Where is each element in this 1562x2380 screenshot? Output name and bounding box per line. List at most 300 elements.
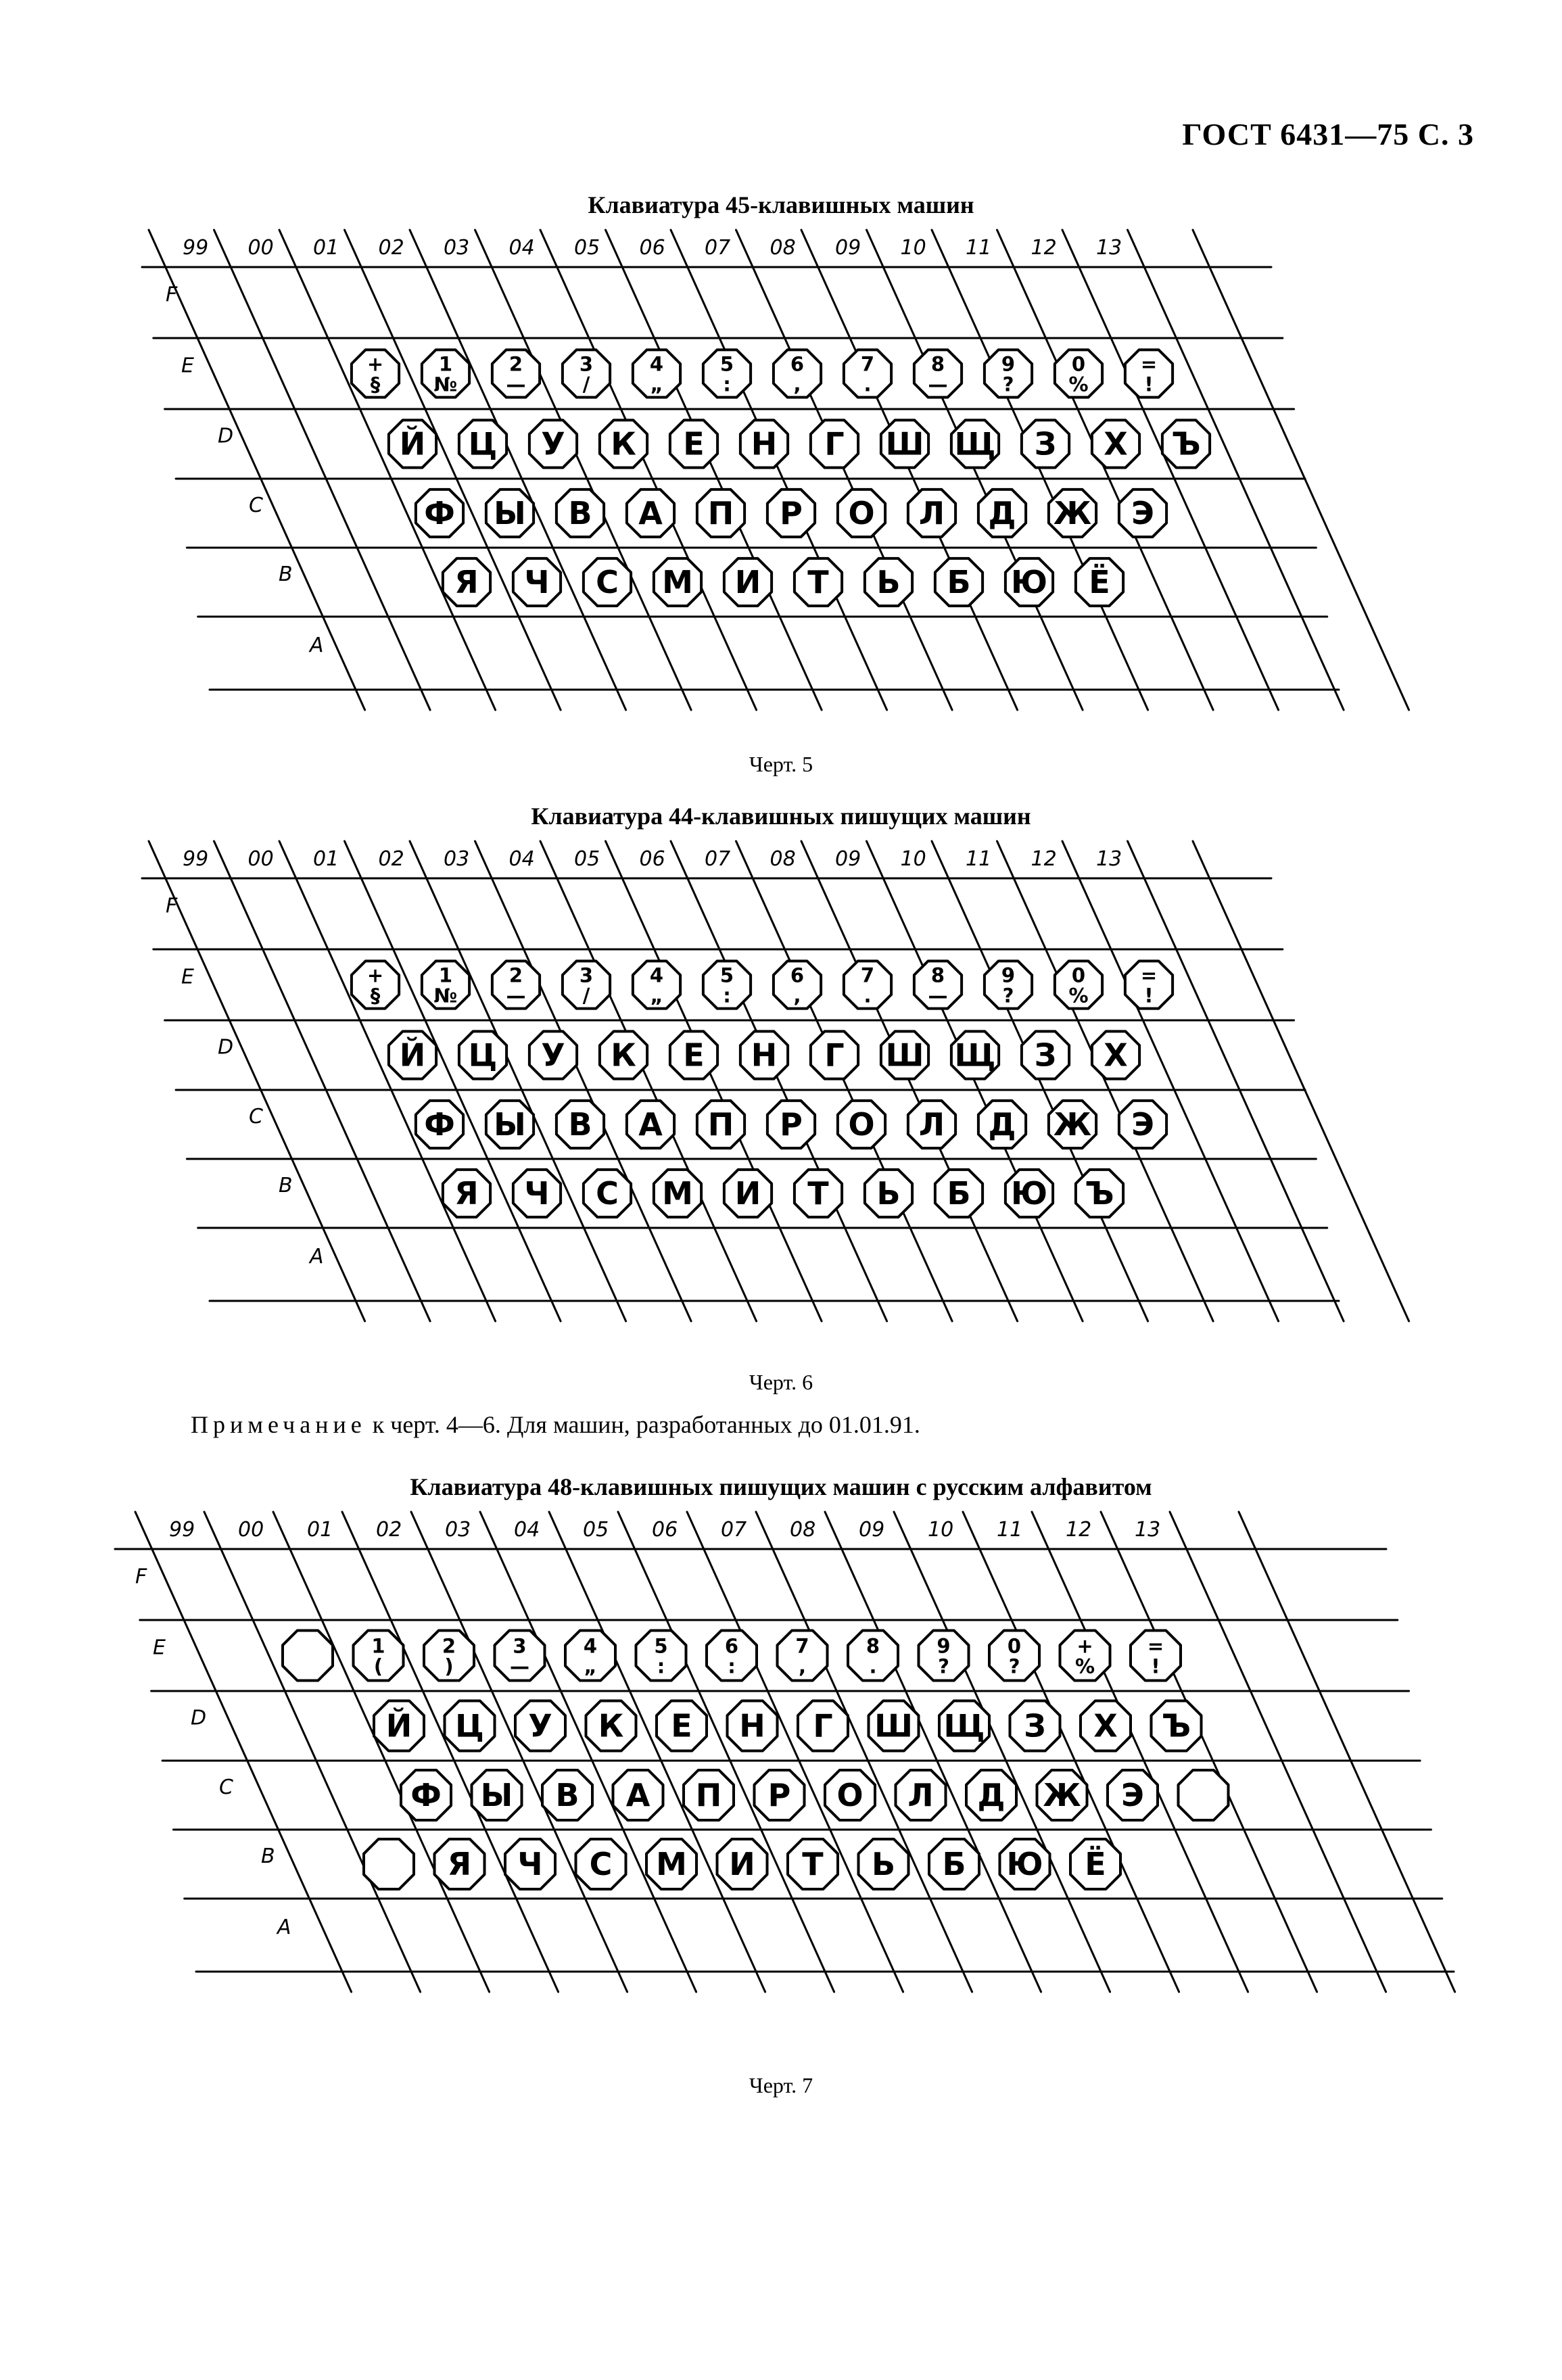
key — [914, 350, 962, 397]
key — [951, 420, 999, 467]
column-label: 99 — [183, 236, 209, 260]
key — [529, 1031, 577, 1078]
key — [352, 961, 399, 1008]
column-label: 09 — [835, 236, 861, 260]
key-label: К — [611, 425, 636, 462]
key — [908, 490, 955, 537]
grid-column-line — [997, 230, 1214, 710]
key-label: И — [729, 1846, 755, 1882]
key — [627, 1101, 674, 1148]
key — [472, 1770, 522, 1820]
key-outline — [1179, 1770, 1229, 1820]
column-label: 10 — [900, 847, 926, 871]
key — [707, 1631, 757, 1681]
key-label: Ю — [1011, 1175, 1047, 1212]
key — [636, 1631, 686, 1681]
key-label: Ш — [874, 1707, 913, 1744]
grid-column-line — [671, 841, 887, 1321]
key — [670, 1031, 717, 1078]
key-label: Ь — [871, 1846, 896, 1882]
key — [633, 961, 680, 1008]
key-label: Ъ — [1085, 1175, 1114, 1212]
key-label: Д — [988, 495, 1016, 531]
key — [1049, 1101, 1096, 1148]
key — [703, 350, 751, 397]
column-label: 99 — [183, 847, 209, 871]
key — [600, 1031, 647, 1078]
key-lower-label: № — [433, 984, 458, 1007]
column-label: 10 — [928, 1518, 954, 1542]
key — [865, 558, 912, 606]
key — [1005, 1170, 1053, 1217]
column-label: 05 — [574, 847, 600, 871]
key-label: Д — [988, 1106, 1016, 1143]
key — [495, 1631, 545, 1681]
column-label: 02 — [376, 1518, 402, 1542]
note-text: к черт. 4—6. Для машин, разработанных до 01.01.91. — [366, 1411, 920, 1438]
key — [1119, 1101, 1166, 1148]
key-label: Х — [1104, 425, 1128, 462]
key-lower-label: ! — [1144, 984, 1154, 1007]
key-label: Э — [1131, 495, 1154, 531]
column-label: 04 — [508, 236, 535, 260]
key-upper-label: 7 — [795, 1634, 809, 1658]
column-label: 01 — [313, 847, 339, 871]
key — [697, 490, 744, 537]
key — [1022, 1031, 1069, 1078]
key-label: Ы — [494, 495, 526, 531]
key — [633, 350, 680, 397]
key-lower-label: ! — [1144, 373, 1154, 396]
key-label: Э — [1131, 1106, 1154, 1143]
row-label-a: A — [310, 634, 324, 657]
column-label: 11 — [966, 236, 992, 260]
key — [795, 558, 842, 606]
key — [869, 1701, 919, 1751]
keyboard-1-caption: Черт. 5 — [749, 752, 813, 776]
key-lower-label: „ — [584, 1655, 597, 1678]
key — [422, 350, 469, 397]
key-lower-label: № — [433, 373, 458, 396]
key-label: Я — [454, 564, 479, 600]
grid-column-line — [345, 841, 561, 1321]
column-label: 06 — [639, 236, 665, 260]
column-label: 11 — [997, 1518, 1023, 1542]
row-label-b: B — [279, 563, 293, 586]
key-label: Щ — [954, 1037, 996, 1074]
column-label: 00 — [247, 847, 274, 871]
key-upper-label: 8 — [866, 1634, 880, 1658]
key — [654, 1170, 701, 1217]
key-label: Ж — [1053, 1106, 1092, 1143]
key — [1125, 350, 1173, 397]
key-lower-label: ? — [938, 1655, 949, 1678]
key-label: Ь — [876, 564, 901, 600]
key-label: М — [656, 1846, 687, 1882]
key — [778, 1631, 828, 1681]
grid-column-line — [410, 230, 626, 710]
column-label: 11 — [966, 847, 992, 871]
row-label-d: D — [218, 424, 234, 448]
key — [684, 1770, 734, 1820]
key — [424, 1631, 474, 1681]
key — [939, 1701, 989, 1751]
key-label: И — [734, 564, 761, 600]
key-label: Б — [947, 1175, 971, 1212]
key — [740, 420, 788, 467]
grid-column-line — [997, 841, 1214, 1321]
row-label-a: A — [310, 1245, 324, 1268]
key-label: Ч — [524, 1175, 550, 1212]
key-label: Р — [780, 1106, 803, 1143]
key — [1022, 420, 1069, 467]
key — [529, 420, 577, 467]
key — [929, 1839, 979, 1889]
row-label-b: B — [279, 1174, 293, 1197]
key-label: М — [662, 564, 693, 600]
key-label: К — [611, 1037, 636, 1074]
column-label: 02 — [378, 847, 404, 871]
key — [978, 1101, 1026, 1148]
key — [717, 1839, 767, 1889]
key-label: Ч — [524, 564, 550, 600]
key — [352, 350, 399, 397]
key — [1055, 961, 1102, 1008]
key — [774, 961, 821, 1008]
column-label: 06 — [639, 847, 665, 871]
key-upper-label: = — [1140, 963, 1158, 987]
key-outline — [283, 1631, 333, 1681]
key — [515, 1701, 565, 1751]
row-label-d: D — [191, 1706, 207, 1730]
grid-column-line — [606, 230, 822, 710]
key-label: У — [541, 425, 565, 462]
key-lower-label: — — [506, 373, 526, 396]
key-upper-label: + — [1076, 1634, 1093, 1658]
key — [844, 961, 891, 1008]
grid-column-line — [825, 1512, 1041, 1992]
key — [1131, 1631, 1181, 1681]
key — [354, 1631, 404, 1681]
key — [908, 1101, 955, 1148]
grid-column-line — [801, 230, 1018, 710]
key — [584, 1170, 631, 1217]
key-label: Ц — [468, 425, 498, 462]
key — [1076, 1170, 1123, 1217]
column-label: 04 — [514, 1518, 540, 1542]
key — [422, 961, 469, 1008]
grid-column-line — [540, 841, 757, 1321]
key-lower-label: ( — [373, 1655, 383, 1678]
row-label-b: B — [261, 1844, 275, 1868]
grid-column-line — [963, 1512, 1179, 1992]
column-label: 10 — [900, 236, 926, 260]
key-label: Ч — [517, 1846, 543, 1882]
key — [914, 961, 962, 1008]
key-lower-label: / — [582, 373, 590, 396]
keyboard-45-diagram — [0, 230, 1562, 744]
grid-column-line — [932, 841, 1148, 1321]
key-label: Б — [947, 564, 971, 600]
row-label-c: C — [219, 1776, 233, 1799]
key-upper-label: 5 — [654, 1634, 668, 1658]
row-label-e: E — [181, 354, 194, 378]
key — [966, 1770, 1016, 1820]
key-lower-label: . — [869, 1655, 877, 1678]
key — [774, 350, 821, 397]
column-label: 01 — [313, 236, 339, 260]
grid-column-line — [671, 230, 887, 710]
note — [191, 1410, 920, 1439]
key — [613, 1770, 663, 1820]
key-label: Ф — [424, 495, 455, 531]
key-label: Ц — [468, 1037, 498, 1074]
key — [1060, 1631, 1110, 1681]
grid-column-line — [273, 1512, 490, 1992]
grid-column-line — [1062, 841, 1279, 1321]
key — [416, 1101, 463, 1148]
key-upper-label: 6 — [790, 963, 805, 987]
grid-column-line — [801, 841, 1018, 1321]
key-label: Н — [751, 425, 778, 462]
key — [443, 558, 490, 606]
key-upper-label: 1 — [371, 1634, 385, 1658]
key-lower-label: — — [506, 984, 526, 1007]
key-lower-label: — — [928, 373, 948, 396]
key-label: Е — [683, 425, 705, 462]
key — [1000, 1839, 1050, 1889]
key — [1010, 1701, 1060, 1751]
key — [1152, 1701, 1202, 1751]
key-label: Ю — [1006, 1846, 1043, 1882]
key-label: Н — [751, 1037, 778, 1074]
key — [811, 1031, 858, 1078]
key-lower-label: ? — [1002, 984, 1014, 1007]
key-label: Ф — [424, 1106, 455, 1143]
key — [989, 1631, 1039, 1681]
key-lower-label: ) — [444, 1655, 454, 1678]
key — [542, 1770, 592, 1820]
key-lower-label: „ — [650, 984, 663, 1007]
key — [844, 350, 891, 397]
key — [1070, 1839, 1120, 1889]
grid-column-line — [1170, 1512, 1386, 1992]
grid-column-line — [867, 230, 1086, 710]
key-upper-label: 1 — [438, 963, 453, 987]
column-label: 05 — [583, 1518, 609, 1542]
key-label: Ц — [455, 1707, 484, 1744]
key-label: Д — [977, 1777, 1005, 1813]
key-label: В — [568, 1106, 592, 1143]
column-label: 12 — [1031, 236, 1057, 260]
keyboard-1-title: Клавиатура 45-клавишных машин — [588, 191, 974, 218]
key-lower-label: : — [728, 1655, 736, 1678]
grid-column-line — [149, 230, 365, 710]
key — [1125, 961, 1173, 1008]
key-lower-label: ? — [1008, 1655, 1020, 1678]
key-upper-label: 9 — [937, 1634, 951, 1658]
key — [654, 558, 701, 606]
grid-column-line — [1193, 841, 1409, 1321]
grid-column-line — [1128, 230, 1344, 710]
key-upper-label: 9 — [1001, 352, 1016, 376]
grid-column-line — [149, 841, 365, 1321]
key — [767, 1101, 815, 1148]
column-label: 00 — [247, 236, 274, 260]
key-upper-label: 4 — [649, 352, 664, 376]
key-label: Я — [454, 1175, 479, 1212]
key-lower-label: % — [1068, 984, 1089, 1007]
key — [401, 1770, 451, 1820]
grid-column-line — [1101, 1512, 1317, 1992]
key-upper-label: 3 — [579, 352, 594, 376]
key — [881, 420, 928, 467]
column-label: 06 — [652, 1518, 678, 1542]
key-label: Х — [1104, 1037, 1128, 1074]
key-label: Щ — [943, 1707, 985, 1744]
key-label: О — [848, 495, 875, 531]
key — [364, 1839, 414, 1889]
keyboard-44-diagram — [0, 841, 1562, 1355]
row-label-f: F — [135, 1565, 147, 1589]
key-upper-label: 7 — [860, 352, 875, 376]
key-label: С — [589, 1846, 613, 1882]
grid-column-line — [135, 1512, 352, 1992]
key — [798, 1701, 848, 1751]
key — [513, 1170, 561, 1217]
column-label: 07 — [705, 236, 731, 260]
key — [1092, 420, 1139, 467]
key — [1037, 1770, 1087, 1820]
key-label: А — [625, 1777, 650, 1813]
keyboard-3-caption: Черт. 7 — [749, 2073, 813, 2097]
key — [788, 1839, 838, 1889]
key-upper-label: 8 — [930, 963, 945, 987]
key-label: Ё — [1089, 564, 1110, 600]
key — [459, 420, 506, 467]
column-label: 09 — [835, 847, 861, 871]
key — [600, 420, 647, 467]
key-lower-label: % — [1068, 373, 1089, 396]
key — [881, 1031, 928, 1078]
key-lower-label: . — [863, 373, 872, 396]
key-label: Й — [385, 1707, 412, 1744]
key-label: Ш — [885, 425, 924, 462]
key — [728, 1701, 778, 1751]
key-lower-label: ! — [1151, 1655, 1160, 1678]
row-label-c: C — [249, 494, 263, 517]
row-label-a: A — [277, 1915, 291, 1939]
key — [985, 350, 1032, 397]
key — [486, 490, 534, 537]
key-label: Т — [807, 564, 829, 600]
key — [459, 1031, 506, 1078]
column-label: 05 — [574, 236, 600, 260]
key-label: Ы — [480, 1777, 513, 1813]
key — [389, 1031, 436, 1078]
key — [576, 1839, 626, 1889]
key-upper-label: 0 — [1007, 1634, 1022, 1658]
key — [443, 1170, 490, 1217]
key-label: Ж — [1043, 1777, 1081, 1813]
key — [838, 490, 885, 537]
key-upper-label: 0 — [1071, 352, 1086, 376]
key — [563, 350, 610, 397]
key-upper-label: 1 — [438, 352, 453, 376]
key — [1119, 490, 1166, 537]
key-upper-label: 4 — [583, 1634, 598, 1658]
key-label: Н — [739, 1707, 765, 1744]
grid-column-line — [342, 1512, 559, 1992]
key-label: Л — [918, 1106, 945, 1143]
keyboard-3-title: Клавиатура 48-клавишных пишущих машин с русским алфавитом — [410, 1473, 1152, 1500]
key-lower-label: , — [798, 1655, 807, 1678]
column-label: 04 — [508, 847, 535, 871]
key-label: И — [734, 1175, 761, 1212]
key — [865, 1170, 912, 1217]
key-label: А — [638, 1106, 663, 1143]
key — [565, 1631, 615, 1681]
key-lower-label: : — [723, 984, 731, 1007]
key-label: Ф — [410, 1777, 442, 1813]
key — [505, 1839, 555, 1889]
grid-column-line — [756, 1512, 972, 1992]
key — [513, 558, 561, 606]
key-label: Я — [447, 1846, 472, 1882]
key — [724, 558, 772, 606]
key — [848, 1631, 898, 1681]
keyboard-2-caption: Черт. 6 — [749, 1370, 813, 1394]
key-label: Е — [683, 1037, 705, 1074]
key — [919, 1631, 969, 1681]
key-lower-label: ? — [1002, 373, 1014, 396]
grid-column-line — [411, 1512, 628, 1992]
column-label: 03 — [444, 847, 470, 871]
key — [416, 490, 463, 537]
key — [859, 1839, 909, 1889]
column-label: 01 — [307, 1518, 333, 1542]
row-label-c: C — [249, 1105, 263, 1128]
key-label: Щ — [954, 425, 996, 462]
grid-column-line — [410, 841, 626, 1321]
grid-column-line — [549, 1512, 765, 1992]
key-label: Б — [942, 1846, 966, 1882]
key-upper-label: + — [366, 963, 384, 987]
key-label: А — [638, 495, 663, 531]
column-label: 03 — [445, 1518, 471, 1542]
column-label: 12 — [1066, 1518, 1092, 1542]
key-label: Г — [824, 1037, 845, 1074]
key-lower-label: . — [863, 984, 872, 1007]
key-lower-label: § — [370, 984, 381, 1007]
key-label: Ю — [1011, 564, 1047, 600]
grid-column-line — [1193, 230, 1409, 710]
key-upper-label: 3 — [579, 963, 594, 987]
key-label: Ъ — [1161, 1707, 1191, 1744]
key-label: Г — [813, 1707, 833, 1744]
key-label: Р — [767, 1777, 791, 1813]
key-label: Й — [399, 1037, 426, 1074]
key — [445, 1701, 495, 1751]
key-label: С — [596, 1175, 619, 1212]
key-label: Ё — [1085, 1846, 1106, 1882]
key-label: П — [707, 495, 734, 531]
column-label: 13 — [1096, 847, 1122, 871]
key-label: З — [1024, 1707, 1046, 1744]
grid-column-line — [1062, 230, 1279, 710]
key — [492, 961, 540, 1008]
key-label: В — [568, 495, 592, 531]
